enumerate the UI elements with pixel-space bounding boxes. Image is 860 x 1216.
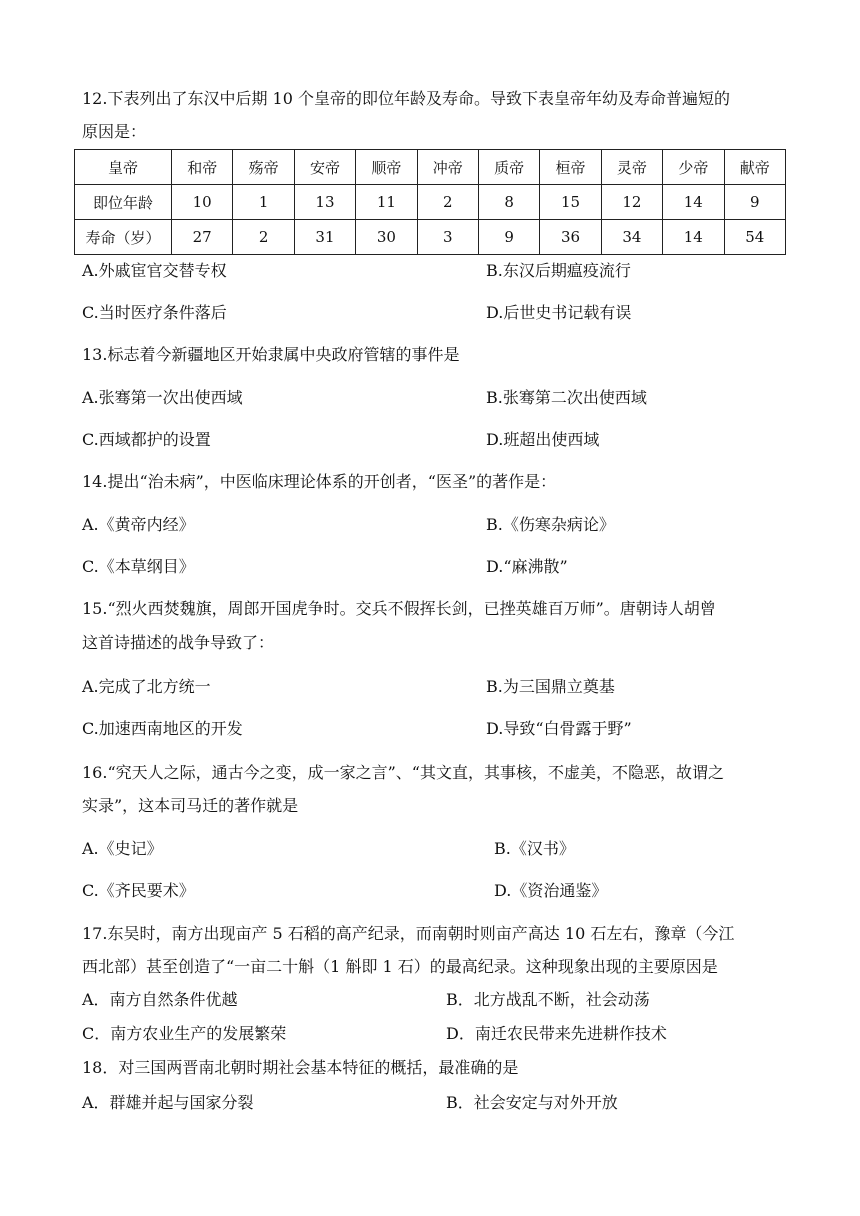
table-cell: 54 — [724, 220, 785, 255]
q18-option-b: B．社会安定与对外开放 — [446, 1093, 618, 1112]
q12-stem-line2: 原因是： — [82, 122, 147, 141]
table-cell: 9 — [724, 185, 785, 220]
table-cell: 2 — [233, 220, 294, 255]
q15-option-a: A.完成了北方统一 — [82, 677, 211, 696]
table-cell: 31 — [294, 220, 355, 255]
q12-option-c: C.当时医疗条件落后 — [82, 303, 227, 322]
table-cell: 9 — [478, 220, 539, 255]
table-cell: 冲帝 — [417, 150, 478, 185]
table-row — [75, 220, 786, 255]
q14-option-b: B.《伤寒杂病论》 — [486, 515, 615, 534]
table-cell: 11 — [356, 185, 417, 220]
q16-option-c: C.《齐民要术》 — [82, 881, 195, 900]
table-cell: 少帝 — [663, 150, 724, 185]
q16-stem-line1: 16.“究天人之际，通古今之变，成一家之言”、“其文直，其事核，不虚美，不隐恶，故谓之 — [82, 763, 724, 782]
q16-option-d: D.《资治通鉴》 — [494, 881, 608, 900]
q12-option-b: B.东汉后期瘟疫流行 — [486, 261, 631, 280]
table-cell: 15 — [540, 185, 601, 220]
q12-option-a: A.外戚宦官交替专权 — [82, 261, 227, 280]
q14-option-d: D.“麻沸散” — [486, 557, 568, 576]
table-cell: 献帝 — [724, 150, 785, 185]
table-cell: 14 — [663, 185, 724, 220]
q18-stem: 18．对三国两晋南北朝时期社会基本特征的概括，最准确的是 — [82, 1058, 519, 1077]
q18-option-a: A．群雄并起与国家分裂 — [82, 1093, 254, 1112]
table-cell: 灵帝 — [601, 150, 662, 185]
q17-option-c: C．南方农业生产的发展繁荣 — [82, 1024, 287, 1043]
q14-option-c: C.《本草纲目》 — [82, 557, 195, 576]
table-row — [75, 185, 786, 220]
table-cell: 顺帝 — [356, 150, 417, 185]
q13-stem: 13.标志着今新疆地区开始隶属中央政府管辖的事件是 — [82, 345, 460, 364]
table-cell: 8 — [478, 185, 539, 220]
table-cell: 27 — [172, 220, 233, 255]
q15-option-c: C.加速西南地区的开发 — [82, 719, 243, 738]
q16-option-a: A.《史记》 — [82, 839, 163, 858]
table-cell: 桓帝 — [540, 150, 601, 185]
q14-option-a: A.《黄帝内经》 — [82, 515, 195, 534]
q16-stem-line2: 实录”，这本司马迁的著作就是 — [82, 796, 299, 815]
q14-stem: 14.提出“治未病”，中医临床理论体系的开创者，“医圣”的著作是： — [82, 472, 557, 491]
q12-option-d: D.后世史书记载有误 — [486, 303, 632, 322]
q15-stem-line2: 这首诗描述的战争导致了： — [82, 633, 275, 652]
table-cell: 34 — [601, 220, 662, 255]
q17-stem-line1: 17.东吴时，南方出现亩产 5 石稻的高产纪录，而南朝时则亩产高达 10 石左右，豫章（今江 — [82, 924, 735, 943]
q13-option-a: A.张骞第一次出使西域 — [82, 388, 243, 407]
table-header-row — [75, 150, 786, 185]
table-cell: 12 — [601, 185, 662, 220]
table-cell: 殇帝 — [233, 150, 294, 185]
table-cell: 14 — [663, 220, 724, 255]
q13-option-b: B.张骞第二次出使西域 — [486, 388, 647, 407]
table-cell: 2 — [417, 185, 478, 220]
table-cell: 13 — [294, 185, 355, 220]
q12-stem-line1: 12.下表列出了东汉中后期 10 个皇帝的即位年龄及寿命。导致下表皇帝年幼及寿命普遍短的 — [82, 89, 730, 108]
q13-option-d: D.班超出使西域 — [486, 430, 600, 449]
q17-option-a: A．南方自然条件优越 — [82, 990, 238, 1009]
table-cell: 即位年龄 — [75, 185, 172, 220]
table-cell: 质帝 — [478, 150, 539, 185]
table-cell: 30 — [356, 220, 417, 255]
table-cell: 36 — [540, 220, 601, 255]
table-cell: 和帝 — [172, 150, 233, 185]
q15-option-b: B.为三国鼎立奠基 — [486, 677, 615, 696]
emperor-table — [74, 149, 786, 255]
table-cell: 3 — [417, 220, 478, 255]
q15-stem-line1: 15.“烈火西焚魏旗，周郎开国虎争时。交兵不假挥长剑，已挫英雄百万师”。唐朝诗人胡曾 — [82, 599, 716, 618]
q17-option-d: D．南迁农民带来先进耕作技术 — [446, 1024, 667, 1043]
table-cell: 10 — [172, 185, 233, 220]
q13-option-c: C.西域都护的设置 — [82, 430, 211, 449]
table-cell: 1 — [233, 185, 294, 220]
q15-option-d: D.导致“白骨露于野” — [486, 719, 632, 738]
q17-stem-line2: 西北部）甚至创造了“一亩二十斛（1 斛即 1 石）的最高纪录。这种现象出现的主要原因是 — [82, 957, 718, 976]
q16-option-b: B.《汉书》 — [494, 839, 575, 858]
table-cell: 寿命（岁） — [75, 220, 172, 255]
table-cell: 安帝 — [294, 150, 355, 185]
q17-option-b: B．北方战乱不断，社会动荡 — [446, 990, 650, 1009]
table-cell: 皇帝 — [75, 150, 172, 185]
